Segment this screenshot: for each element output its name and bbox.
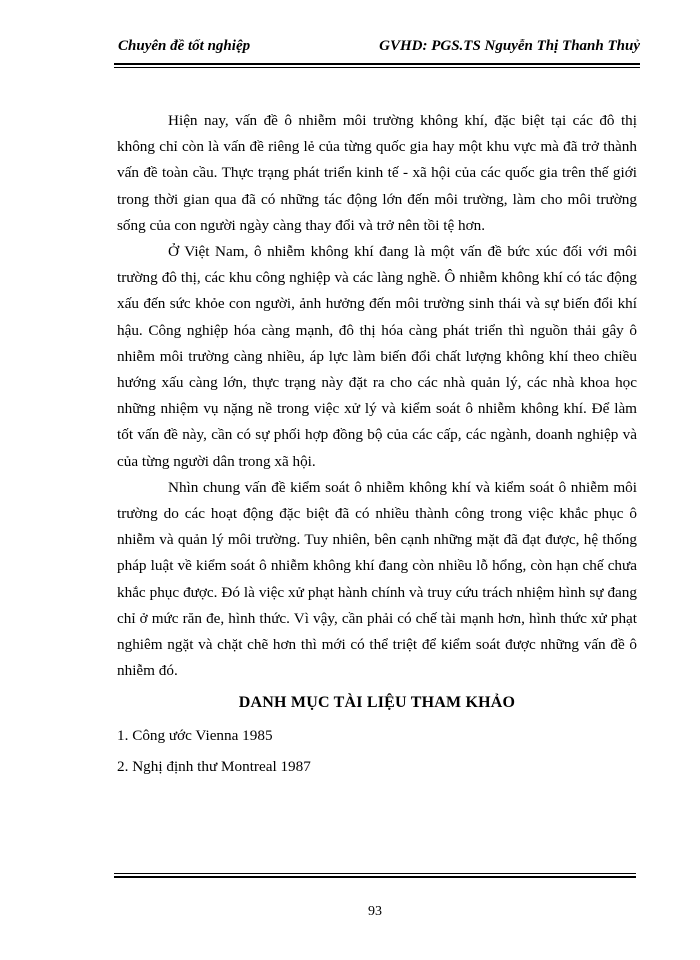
page-header	[118, 38, 640, 55]
references-list	[117, 720, 637, 782]
reference-item: 2. Nghị định thư Montreal 1987	[117, 757, 311, 775]
header-right: GVHD: PGS.TS Nguyễn Thị Thanh Thuỷ	[379, 38, 640, 54]
header-rule	[114, 63, 640, 68]
page-number: 93	[368, 904, 382, 919]
references-title: DANH MỤC TÀI LIỆU THAM KHẢO	[238, 694, 516, 712]
paragraph: Nhìn chung vấn đề kiểm soát ô nhiễm không khí và kiểm soát ô nhiễm môi trường do các hoạt động đặc biệt đã có nhiều thành công trong việc khắc phục ô nhiễm và quản lý môi trường. Tuy nhiên, bên cạnh những mặt đã đạt được, hệ thống pháp luật về kiểm soát ô nhiễm không khí đang còn nhiều lỗ hổng, còn hạn chế chưa khắc phục được. Đó là việc xử phạt hành chính và truy cứu trách nhiệm hình sự đang chỉ ở mức răn đe, hình thức. Vì vậy, cần phải có chế tài mạnh hơn, hình thức xử phạt nghiêm ngặt và chặt chẽ hơn thì mới có thể triệt để kiểm soát được những vấn đề ô nhiễm đó.	[117, 478, 637, 680]
header-left: Chuyên đề tốt nghiệp	[118, 38, 251, 54]
paragraph: Ở Việt Nam, ô nhiễm không khí đang là một vấn đề bức xúc đối với môi trường đô thị, các khu công nghiệp và các làng nghề. Ô nhiễm không khí có tác động xấu đến sức khỏe con người, ảnh hưởng đến môi trường sinh thái và sự biến đổi khí hậu. Công nghiệp hóa càng mạnh, đô thị hóa càng phát triển thì nguồn thải gây ô nhiễm môi trường càng nhiều, áp lực làm biến đổi chất lượng không khí theo chiều hướng xấu càng lớn, thực trạng này đặt ra cho các nhà quản lý, các nhà khoa học những nhiệm vụ nặng nề trong việc xử lý và kiểm soát ô nhiễm không khí. Để làm tốt vấn đề này, cần có sự phối hợp đồng bộ của các cấp, các ngành, doanh nghiệp và của từng người dân trong xã hội.	[117, 243, 637, 470]
reference-item: 1. Công ước Vienna 1985	[117, 726, 273, 744]
footer-rule	[114, 873, 636, 878]
document-body	[117, 108, 637, 782]
paragraph: Hiện nay, vấn đề ô nhiễm môi trường không khí, đặc biệt tại các đô thị không chỉ còn là vấn đề riêng lẻ của từng quốc gia hay một khu vực mà đã trở thành vấn đề toàn cầu. Thực trạng phát triển kinh tế - xã hội của các quốc gia trên thế giới trong thời gian qua đã có những tác động lớn đến môi trường, làm cho môi trường sống của con người ngày càng thay đổi và trở nên tồi tệ hơn.	[117, 112, 637, 234]
